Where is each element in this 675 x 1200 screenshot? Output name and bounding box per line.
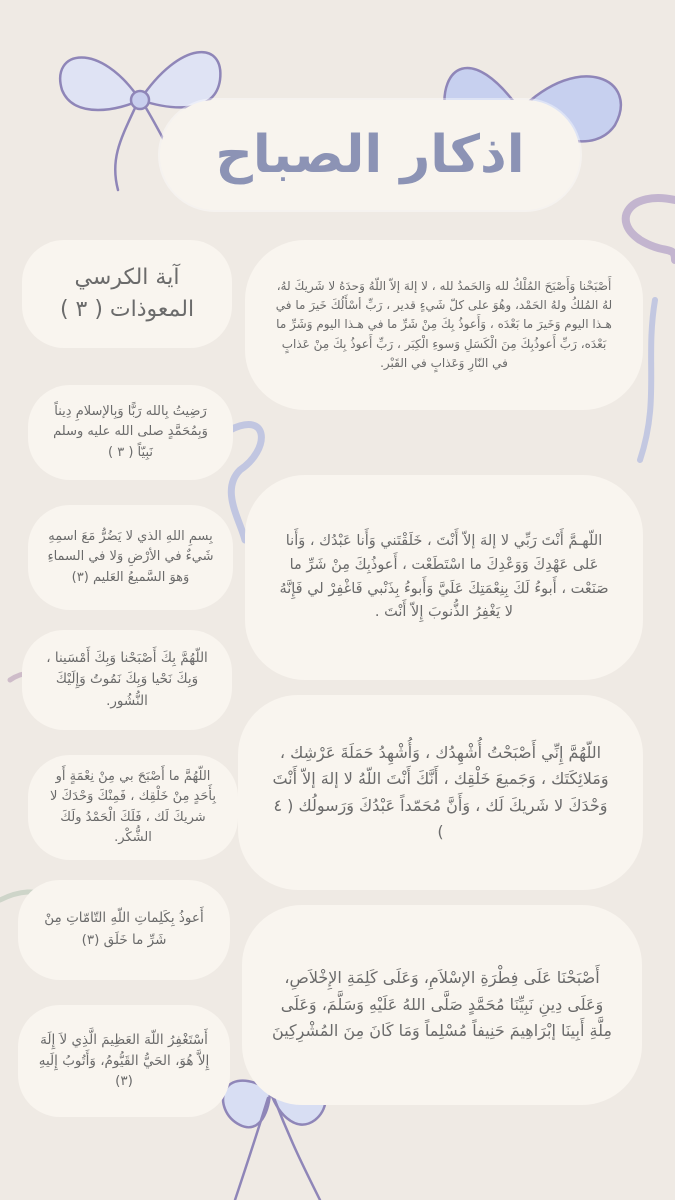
card-radhitu (28, 385, 233, 480)
dhikr-text: أَعوذُ بِكَلِماتِ اللّهِ التّامّاتِ مِنْ شَرِّ ما خَلَق (٣) (44, 910, 204, 948)
dhikr-text: اللّهُمَّ ما أَصْبَحَ بي مِنْ نِعْمَةٍ أَو بِأَحَدٍ مِنْ خَلْقِك ، فَمِنْكَ وَحْدَكَ لا شريكَ لَك ، فَلَكَ الْحَمْدُ ولَكَ الشُّكْر. (49, 769, 217, 845)
card-fitrat-al-islam (242, 905, 642, 1105)
card-ma-asbaha (28, 755, 238, 860)
dhikr-text: أَسْتَغْفِرُ اللّهَ العَظِيمَ الَّذِي لاَ إِلَهَ إِلاَّ هُوَ، الحَيُّ القَيُّومُ، وَأَتُوبُ إِلَيهِ (٣) (38, 1031, 210, 1090)
dhikr-text: اللّهـمَّ أَنْتَ رَبِّي لا إلهَ إلاّ أَنْتَ ، خَلَقْتَني وَأَنا عَبْدُك ، وَأَنا عَلى عَهْدِكَ وَوَعْدِكَ ما اسْتَطَعْت ، أَعوذُبِكَ مِنْ شَرِّ ما صَنَعْت ، أَبوءُ لَكَ بِنِعْمَتِكَ عَلَيَّ وَأَبوءُ بِذَنْبي فَاغْفِرْ لي فَإِنَّهُ لا يَغْفِرُ الذُّنوبَ إِلاّ أَنْتَ . (279, 532, 609, 621)
card-bismillah (28, 505, 233, 610)
dhikr-text: اللّهُمَّ بِكَ أَصْبَحْنا وَبِكَ أَمْسَينا ، وَبِكَ نَحْيا وَبِكَ نَمُوتُ وَإِلَيْكَ النُّشُور. (46, 649, 208, 709)
card-astaghfirullah (18, 1005, 230, 1117)
dhikr-text: رَضِيتُ بِالله رَبًّا وَبِالإسلامِ دِيناً وَبِمُحَمَّدٍ صلى الله عليه وسلم نَبِيّاً ( ٣ ) (53, 404, 208, 460)
card-ushhiduk (238, 695, 643, 890)
title-banner (160, 100, 580, 210)
card-line-muawwidhat: المعوذات ( ٣ ) (59, 297, 195, 322)
dhikr-text: أَصْبَحْنا وَأَصْبَحَ المُلْكُ لله وَالحَمدُ لله ، لا إلهَ إلاّ اللّهُ وَحدَهُ لا شَريكَ لهُ، لهُ المُلكُ ولهُ الحَمْد، وهُوَ على كلّ شَيءٍ قدير ، رَبِّ أسْأَلُكَ خَيرَ ما في هـذا اليوم وَخَيرَ ما بَعْدَه ، وَأَعوذُ بِكَ مِنْ شَرِّ ما في هـذا اليوم وَشَرِّ ما بَعْدَه، رَبِّ أَعوذُبِكَ مِنَ الْكَسَلِ وَسوءِ الْكِبَر ، رَبِّ أَعوذُ بِكَ مِنْ عَذابٍ في النّارِ وَعَذابٍ في القَبْر. (275, 279, 613, 370)
ribbon-swirl-icon (626, 198, 675, 260)
card-audhu-bikalimat (18, 880, 230, 980)
card-sayyid-al-istighfar (245, 475, 643, 680)
card-line-ayat-alkursi: آية الكرسي (74, 265, 180, 291)
card-asbahna-wa-asbaha (245, 240, 643, 410)
dhikr-text: أَصْبَحْنَا عَلَى فِطْرَةِ الإسْلاَمِ، وَعَلَى كَلِمَةِ الإِخْلاَصِ، وَعَلَى دِينِ نَبِيِّنَا مُحَمَّدٍ صَلَّى اللهُ عَلَيْهِ وَسَلَّمَ، وَعَلَى مِلَّةِ أَبِينَا إبْرَاهِيمَ حَنِيفاً مُسْلِماً وَمَا كَانَ مِنَ المُشْرِكِينَ (272, 968, 612, 1041)
card-ayat-alkursi (22, 240, 232, 348)
dhikr-text: بِسمِ اللهِ الذي لا يَضُرُّ مَعَ اسمِهِ شَيءٌ في الأرْضِ وَلا في السماءِ وَهوَ السَّميعُ العَليم (٣) (47, 529, 214, 585)
dhikr-text: اللّهُمَّ إِنِّي أَصْبَحْتُ أُشْهِدُك ، وَأُشْهِدُ حَمَلَةَ عَرْشِك ، وَمَلائِكَتَك ، وَجَميعَ خَلْقِك ، أَنَّكَ أَنْتَ اللّهُ لا إلهَ إلاّ أَنْتَ وَحْدَكَ لا شَريكَ لَك ، وَأَنَّ مُحَمّداً عَبْدُكَ وَرَسولُك ( ٤ ) (272, 742, 609, 841)
page-title: اذكار الصباح (215, 125, 525, 185)
card-bika-asbahna (22, 630, 232, 730)
